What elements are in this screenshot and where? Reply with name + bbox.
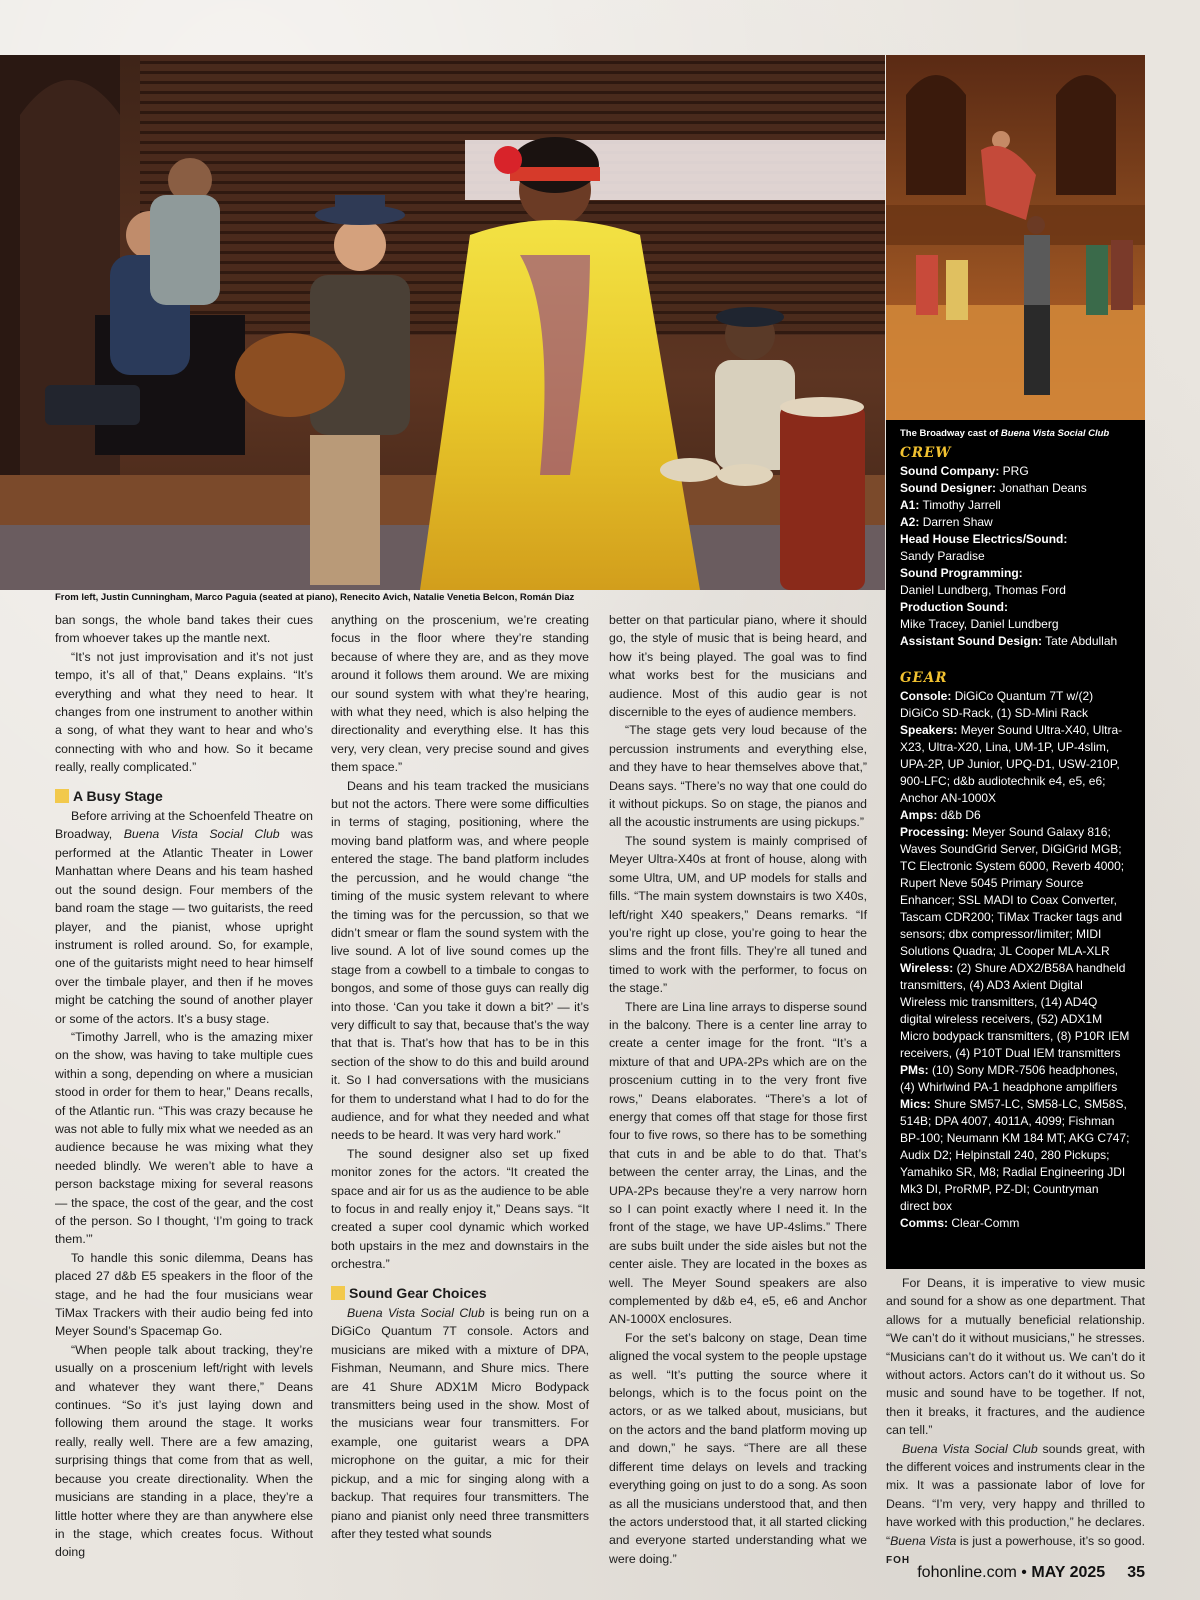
section-heading: Sound Gear Choices	[331, 1284, 589, 1302]
gear-item: Comms: Clear-Comm	[900, 1216, 1020, 1230]
crew-item: Production Sound: Mike Tracey, Daniel Lundberg	[900, 600, 1059, 631]
paragraph: Buena Vista Social Club is being run on a DiGiCo Quantum 7T console. Actors and musicians are miked with a mixture of DPA, Fishman, Neumann, and Shure mics. There are 41 Shure ADX1M Micro Bodypack transmitters being used in the show. Most of the musicians wear four transmitters. For example, one guitarist wears a DPA microphone on the guitar, a mic for their pickup, and a mic for singing along with a backup. That requires four transmitters. The piano and pianist only need three transmitters after they tested what sounds	[331, 1306, 589, 1541]
main-photo	[0, 55, 885, 590]
crew-item: A2: Darren Shaw	[900, 515, 993, 529]
paragraph: Before arriving at the Schoenfeld Theatre on Broadway, Buena Vista Social Club was performed at the Atlantic Theater in Lower Manhattan where Deans and his team hashed out the sound design. Four members of the band roam the stage — two guitarists, the reed player, and the pianist, whose upright instrument is rolled around. So, for example, one of the guitarists might need to hear himself over the timbale player, and then if he moves might be catching the sound of another player or some of the actors. It’s a busy stage.	[55, 809, 313, 1026]
gear-item: PMs: (10) Sony MDR-7506 headphones, (4) Whirlwind PA-1 headphone amplifiers	[900, 1063, 1119, 1094]
footer-issue: MAY 2025	[1031, 1564, 1106, 1581]
crew-item: Assistant Sound Design: Tate Abdullah	[900, 634, 1118, 648]
crew-heading: CREW	[900, 445, 952, 461]
paragraph: The sound system is mainly comprised of Meyer Ultra-X40s at front of house, along with some Ultra, UM, and UP models for stalls and fills. “The main system downstairs is two X40s, left/right X40 speakers,” Deans remarks. “If you’re right up close, you’re going to hear the slims and the front fills. They’re all tuned and timed to work with the performer, to focus on the stage.”	[609, 833, 867, 996]
gear-item: Processing: Meyer Sound Galaxy 816; Waves SoundGrid Server, DiGiGrid MGB; TC Electronic System 6000, Reverb 4000; Rupert Neve 5045 Primary Source Enhancer; SSL MADI to Coax Converter, Tascam CDR200; TiMax Tracker tags and sensors; dbx compressor/limiter; MIDI Solutions Quadra; JL Cooper MLA-XLR	[900, 825, 1125, 958]
heading-square-icon	[331, 1286, 345, 1300]
paragraph: Buena Vista Social Club sounds great, with the different voices and instruments clear in the mix. It was a passionate labor of love for Deans. “I’m very, very happy and thrilled to have worked with this production,” he declares. “Buena Vista is just a powerhouse, it’s so good. FOH	[886, 1441, 1146, 1567]
crew-gear-box	[886, 420, 1145, 1269]
article-column-4	[886, 1274, 1145, 1571]
crew-item: A1: Timothy Jarrell	[900, 498, 1001, 512]
paragraph: “It’s not just improvisation and it’s not just tempo, it’s all of that,” Deans explains. “It’s everything and what they need to hear. It changes from one instrument to another within a song, of what they want to hear and who’s connecting with who and how. So it became really, really complicated.”	[55, 649, 313, 775]
side-caption-title: Buena Vista Social Club	[1000, 428, 1110, 439]
gear-item: Amps: d&b D6	[900, 808, 981, 822]
foh-end-mark: FOH	[886, 1555, 911, 1567]
crew-item: Sound Designer: Jonathan Deans	[900, 481, 1087, 495]
gear-heading: GEAR	[900, 670, 948, 686]
heading-square-icon	[55, 789, 69, 803]
section-heading: A Busy Stage	[55, 787, 313, 805]
side-caption-text: The Broadway cast of	[900, 428, 1001, 439]
paragraph: There are Lina line arrays to disperse sound in the balcony. There is a center line array to create a center image for the front. “It’s a mixture of that and UPA-2Ps which are on the proscenium cutting in to the very front five rows,” Deans elaborates. “There’s a lot of energy that comes off that stage for those first four to five rows, so there has to be something that cuts in and be able to do that. That’s between the center array, the Linas, and the UPA-2Ps because they’re a very narrow horn so I can point exactly where I need it. In the front of the stage, we have UP-4slims.” There are subs built under the side aisles but not the center aisle. They are located in the boxes as well. The Meyer Sound speakers are also complemented by d&b e4, e5, e6 and Anchor AN-1000X enclosures.	[609, 999, 867, 1327]
paragraph: “Timothy Jarrell, who is the amazing mixer on the show, was having to take multiple cues within a song, depending on where a musician stood in order for them to hear,” Deans recalls, of the Atlantic run. “This was crazy because he was not able to fully mix what we needed as an audience because he was mixing what they needed blindly. We weren’t able to have a person backstage mixing for several reasons — the space, the cost of the gear, and the cost of the person. So I thought, ‘I’m going to track them.’”	[55, 1029, 313, 1247]
gear-item: Console: DiGiCo Quantum 7T w/(2) DiGiCo SD-Rack, (1) SD-Mini Rack	[900, 689, 1094, 720]
page-number: 35	[1127, 1564, 1145, 1581]
article-column-2	[331, 611, 589, 1543]
article-column-1	[55, 611, 313, 1562]
paragraph: “When people talk about tracking, they’re usually on a proscenium left/right with levels and whatever they want there,” Deans continues. “So it’s just laying down and following them around the stage. It works really, really well. There are a few amazing, surprising things that come from that as well, because you create directionality. When the musicians are standing in a place, they’re a little hotter where they are than anywhere else in the stage, which creates focus. Without doing	[55, 1342, 313, 1560]
side-photo	[886, 55, 1145, 420]
crew-item: Sound Programming: Daniel Lundberg, Thomas Ford	[900, 566, 1066, 597]
paragraph: ban songs, the whole band takes their cues from whoever takes up the mantle next.	[55, 613, 313, 646]
paragraph: Deans and his team tracked the musicians but not the actors. There were some difficulties in terms of staging, positioning, where the moving band platform was, and where people entered the stage. The band platform includes the percussion, and he would change “the timing of the music system relevant to where the timing was for the percussion, so that we didn’t smear or flam the sound system with the live sound. A lot of live sound comes up the stage from a cowbell to a timbale to congas to bongos, and some of those guys can really dig into those. ‘Can you take it down a bit?’ — it’s very difficult to say that, because that’s the way that that is. That’s how that has to be in this section of the show to do this and build around it. So I had conversations with the musicians for them to understand what I had to do for the audience, and for what they needed and what needs to be heard. It was very hard work.”	[331, 778, 589, 1143]
paragraph: For the set’s balcony on stage, Dean time aligned the vocal system to the people upstage as well. “It’s putting the source where it belongs, which is to the focus point on the actors, or as we talked about, musicians, but on the actors and the band platform moving up and down,” he says. “There are all these different time delays on levels and tracking everything going on just to do a song. As soon as all the musicians understood that, and then the actors understood that, it all started clicking and everyone started understanding what we were doing.”	[609, 1330, 867, 1566]
footer-bullet: •	[1016, 1564, 1032, 1581]
paragraph: anything on the proscenium, we’re creating focus in the floor where they’re standing because of where they are, and as they move around it follows them around. We are mixing our sound system with what they’re hearing, with what they need, which is also helping the directionality and everything else. It has this very, very clean, very precise sound and gives them space.”	[331, 613, 589, 775]
footer-site: fohonline.com	[917, 1564, 1017, 1581]
gear-item: Mics: Shure SM57-LC, SM58-LC, SM58S, 514B; DPA 4007, 4011A, 4099; Fishman BP-100; Neumann KM 184 MT; AKG C747; Audix D2; Helpinstall 240, 280 Pickups; Yamahiko SR, M8; Radial Engineering JDI Mk3 DI, ProRMP, PZ-DI; Countryman direct box	[900, 1097, 1130, 1213]
paragraph: The sound designer also set up fixed monitor zones for the actors. “It created the space and air for us as the audience to be able to focus in and really enjoy it,” Deans says. “It created a super cool dynamic which worked both upstairs in the mez and downstairs in the orchestra.”	[331, 1146, 589, 1272]
article-column-3	[609, 611, 867, 1568]
gear-item: Wireless: (2) Shure ADX2/B58A handheld transmitters, (4) AD3 Axient Digital Wireless mic transmitters, (14) AD4Q digital wireless receivers, (52) ADX1M Micro bodypack transmitters, (8) P10R IEM receivers, (4) P10T Dual IEM transmitters	[900, 961, 1130, 1060]
crew-item: Head House Electrics/Sound: Sandy Paradise	[900, 532, 1068, 563]
paragraph: For Deans, it is imperative to view music and sound for a show as one department. That allows for a mutually beneficial relationship. “We can’t do it without musicians,” he stresses. “Musicians can’t do it without us. We can’t do it without actors. Actors can’t do it without us. So music and sound have to be together. If not, then it breaks, it fractures, and the audience can tell.”	[886, 1276, 1145, 1438]
paragraph: better on that particular piano, where it should go, the style of music that is being heard, and how it’s being played. The goal was to find what works best for the musicians and audience. Most of this audio gear is not discernible to the eyes of audience members.	[609, 613, 867, 720]
side-photo-caption	[900, 428, 1131, 439]
gear-item: Speakers: Meyer Sound Ultra-X40, Ultra-X23, Ultra-X20, Lina, UM-1P, UP-4slim, UPA-2P, UP Junior, UPQ-D1, USW-210P, 900-LFC; d&b audiotechnik e4, e5, e6; Anchor AN-1000X	[900, 723, 1123, 805]
paragraph: To handle this sonic dilemma, Deans has placed 27 d&b E5 speakers in the floor of the stage, and he had the four musicians wear TiMax Trackers with their audio being fed into Meyer Sound’s Spacemap Go.	[55, 1250, 313, 1339]
paragraph: “The stage gets very loud because of the percussion instruments and everything else, and they have to hear themselves above that,” Deans says. “There’s no way that one could do it without pickups. So on stage, the pianos and all the acoustic instruments are using pickups.”	[609, 723, 867, 830]
crew-item: Sound Company: PRG	[900, 464, 1029, 478]
page-footer	[917, 1564, 1145, 1582]
main-photo-caption: From left, Justin Cunningham, Marco Paguia (seated at piano), Renecito Avich, Natalie Venetia Belcon, Román Diaz	[55, 592, 575, 603]
